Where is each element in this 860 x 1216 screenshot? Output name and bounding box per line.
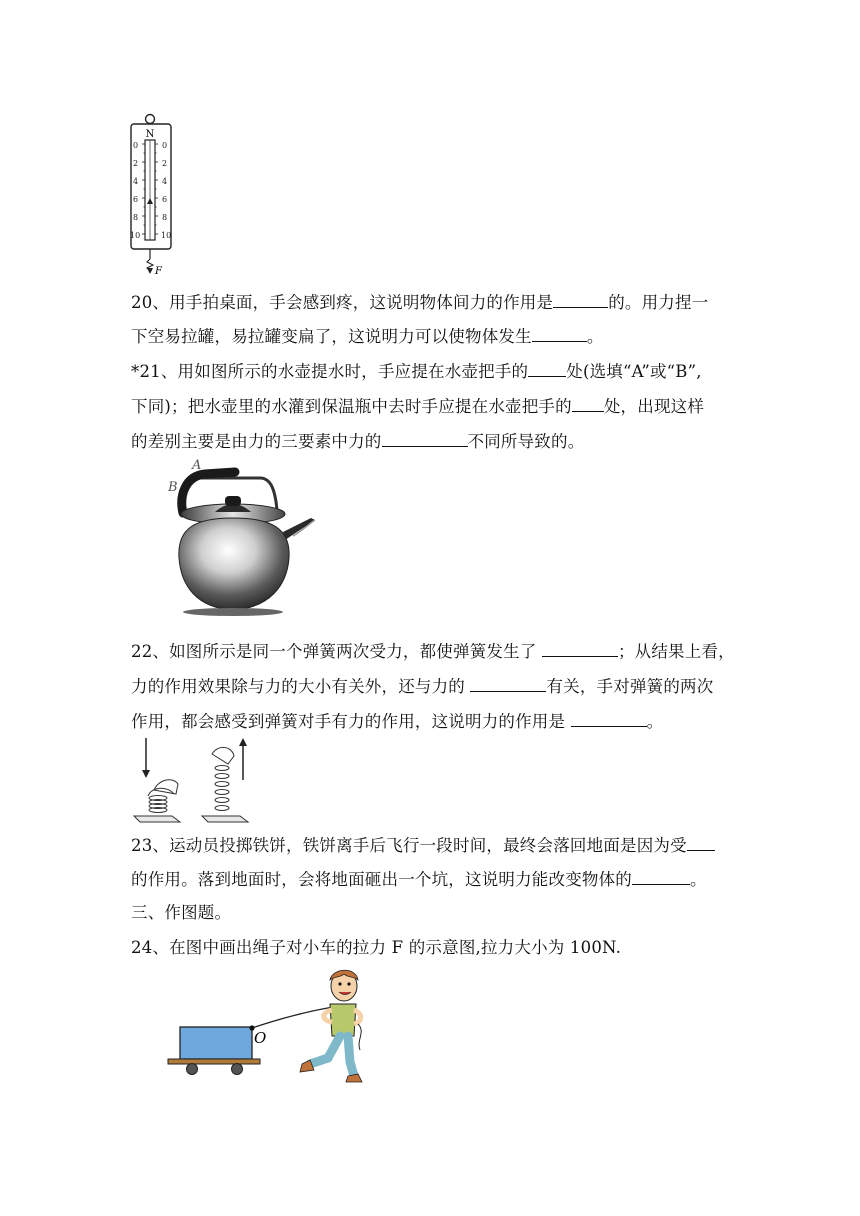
q20-blank-2[interactable] — [532, 326, 587, 342]
scale-right-4: 4 — [162, 177, 168, 186]
q24-text: 24、在图中画出绳子对小车的拉力 F 的示意图,拉力大小为 100N. — [131, 938, 622, 957]
q21-blank-1[interactable] — [528, 361, 566, 377]
q20-line-1: 20、用手拍桌面，手会感到疼，这说明物体间力的作用是 的。用力捏一 — [131, 293, 709, 312]
q21-line-2: 下同)；把水壶里的水灌到保温瓶中去时手应提在水壶把手的 处，出现这样 — [131, 397, 705, 416]
section-title: 三、作图题。 — [131, 903, 232, 922]
q21-line-3: 的差别主要是由力的三要素中力的 不同所导致的。 — [131, 432, 585, 451]
scale-left-6: 6 — [133, 195, 139, 204]
q22-blank-2[interactable] — [470, 676, 546, 692]
scale-right-10: 10 — [161, 231, 172, 240]
scale-left-4: 4 — [133, 177, 139, 186]
scale-right-0: 0 — [162, 141, 168, 150]
force-f-label: F — [155, 266, 162, 277]
q21-blank-3[interactable] — [382, 431, 468, 447]
q21-blank-2[interactable] — [572, 396, 604, 412]
q21-line-1: *21、用如图所示的水壶提水时，手应提在水壶把手的 处(选填“A”或“B”, — [131, 362, 702, 381]
q22-line-1: 22、如图所示是同一个弹簧两次受力，都使弹簧发生了 ；从结果上看， — [131, 642, 735, 661]
scale-right-2: 2 — [162, 159, 168, 168]
scale-left-8: 8 — [133, 213, 139, 222]
q22-line-2: 力的作用效果除与力的大小有关外，还与力的 有关，手对弹簧的两次 — [131, 677, 714, 696]
scale-left-10: 10 — [130, 231, 141, 240]
point-o-label: O — [254, 1029, 267, 1047]
springs-figure — [128, 736, 258, 826]
kettle-figure — [165, 458, 320, 618]
scale-left-2: 2 — [133, 159, 139, 168]
q20-blank-1[interactable] — [553, 292, 608, 308]
q23-blank-1[interactable] — [687, 835, 715, 851]
cart-figure — [162, 966, 387, 1088]
q20-line-2: 下空易拉罐，易拉罐变扁了，这说明力可以使物体发生 。 — [131, 327, 604, 346]
q22-blank-1[interactable] — [542, 641, 618, 657]
scale-left-0: 0 — [133, 141, 139, 150]
q22-line-3: 作用，都会感受到弹簧对手有力的作用，这说明力的作用是 。 — [131, 712, 664, 731]
spring-scale-figure — [128, 112, 174, 277]
q23-line-1: 23、运动员投掷铁饼，铁饼离手后飞行一段时间，最终会落回地面是因为受 — [131, 835, 715, 856]
q23-blank-2[interactable] — [632, 869, 690, 885]
handle-label-a: A — [192, 458, 202, 473]
handle-label-b: B — [168, 480, 178, 495]
q22-blank-3[interactable] — [571, 711, 647, 727]
scale-unit-label: N — [145, 129, 155, 140]
scale-right-8: 8 — [162, 213, 168, 222]
scale-right-6: 6 — [162, 195, 168, 204]
q23-line-2: 的作用。落到地面时，会将地面砸出一个坑，这说明力能改变物体的 。 — [131, 870, 707, 889]
